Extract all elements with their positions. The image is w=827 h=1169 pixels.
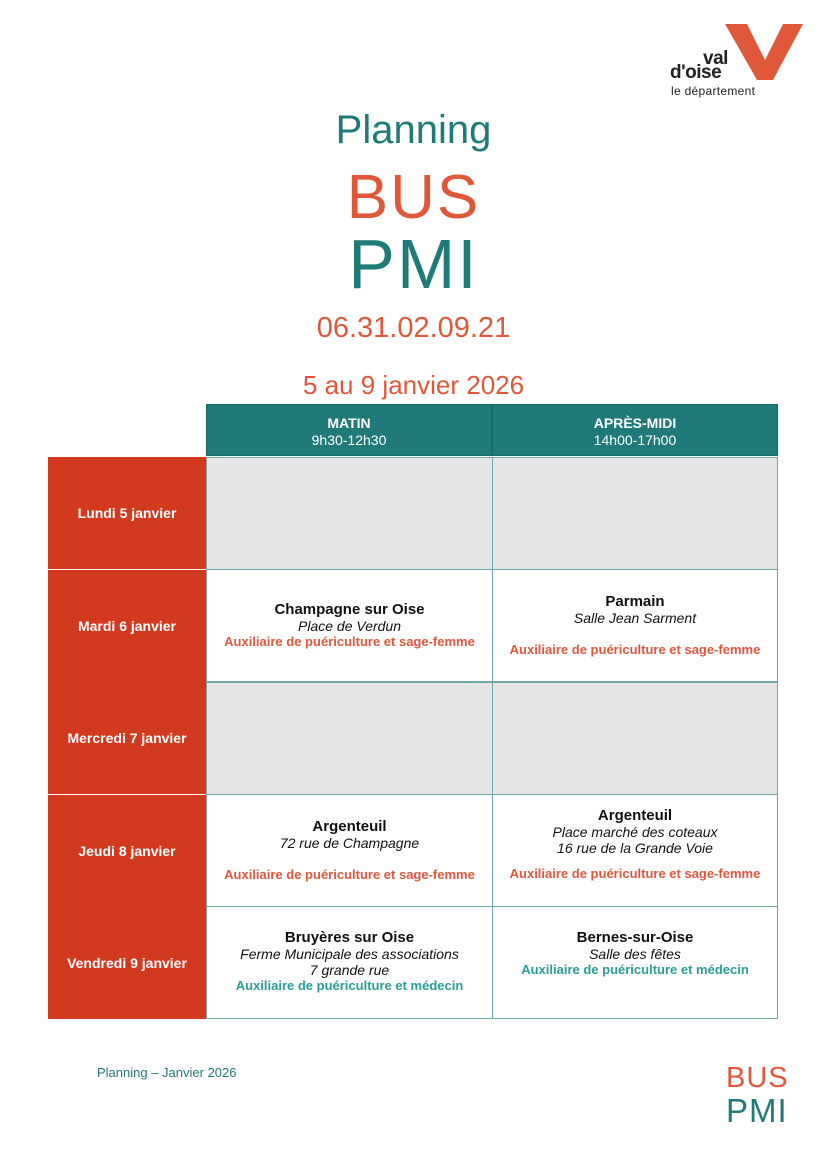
slot-staff: Auxiliaire de puériculture et médecin	[521, 962, 749, 977]
slot-address: Place marché des coteaux	[552, 824, 718, 840]
brand-bus: BUS	[346, 163, 481, 232]
slot-address: 7 grande rue	[309, 962, 390, 978]
column-label: MATIN	[327, 415, 371, 431]
day-label-monday: Lundi 5 janvier	[48, 457, 206, 570]
slot-place: Argenteuil	[312, 818, 387, 835]
slot-monday-morning	[206, 457, 493, 570]
day-label-wednesday: Mercredi 7 janvier	[48, 682, 206, 795]
day-label-tuesday: Mardi 6 janvier	[48, 570, 206, 683]
slot-address: Salle des fêtes	[589, 946, 681, 962]
logo-line-3: le département	[671, 84, 756, 98]
slot-thursday-morning	[206, 794, 493, 907]
slot-staff: Auxiliaire de puériculture et sage-femme	[509, 866, 761, 881]
slot-monday-afternoon	[492, 457, 778, 570]
footer-text: Planning – Janvier 2026	[97, 1065, 237, 1080]
slot-friday-morning	[206, 906, 493, 1019]
footer-brand-bus: BUS	[726, 1062, 789, 1094]
slot-address: Ferme Municipale des associations	[240, 946, 459, 962]
column-header-morning	[206, 404, 492, 456]
footer-brand-pmi: PMI	[726, 1092, 788, 1129]
val-d-oise-logo	[667, 22, 807, 100]
slot-address: Place de Verdun	[298, 618, 401, 634]
slot-wednesday-morning	[206, 682, 493, 795]
slot-place: Bruyères sur Oise	[284, 929, 415, 946]
slot-place: Bernes-sur-Oise	[576, 929, 694, 946]
slot-place: Argenteuil	[597, 807, 673, 824]
day-label-friday: Vendredi 9 janvier	[48, 907, 206, 1020]
slot-tuesday-afternoon	[492, 569, 778, 682]
v-logo-icon	[725, 24, 805, 80]
slot-tuesday-morning	[206, 569, 493, 682]
column-header-afternoon	[492, 404, 778, 456]
slot-place: Parmain	[605, 593, 665, 610]
page-title: Planning	[335, 108, 492, 152]
slot-address: Salle Jean Sarment	[573, 610, 697, 626]
slot-address: 16 rue de la Grande Voie	[557, 840, 713, 856]
slot-wednesday-afternoon	[492, 682, 778, 795]
slot-staff: Auxiliaire de puériculture et sage-femme	[224, 634, 475, 649]
slot-friday-afternoon	[492, 906, 778, 1019]
slot-staff: Auxiliaire de puériculture et sage-femme	[509, 642, 761, 657]
logo-line-1: val	[703, 48, 728, 69]
slot-address: 72 rue de Champagne	[279, 835, 420, 851]
slot-thursday-afternoon	[492, 794, 778, 907]
logo-line-2: d'oise	[670, 62, 722, 83]
column-hours: 9h30-12h30	[311, 432, 387, 448]
slot-place: Champagne sur Oise	[274, 601, 425, 618]
brand-pmi: PMI	[348, 225, 479, 303]
column-hours: 14h00-17h00	[593, 432, 677, 448]
slot-staff: Auxiliaire de puériculture et médecin	[235, 978, 464, 993]
column-label: APRÈS-MIDI	[593, 415, 677, 431]
date-range: 5 au 9 janvier 2026	[302, 370, 525, 400]
slot-staff: Auxiliaire de puériculture et sage-femme	[224, 867, 475, 882]
day-label-thursday: Jeudi 8 janvier	[48, 795, 206, 908]
phone-number: 06.31.02.09.21	[316, 312, 511, 344]
